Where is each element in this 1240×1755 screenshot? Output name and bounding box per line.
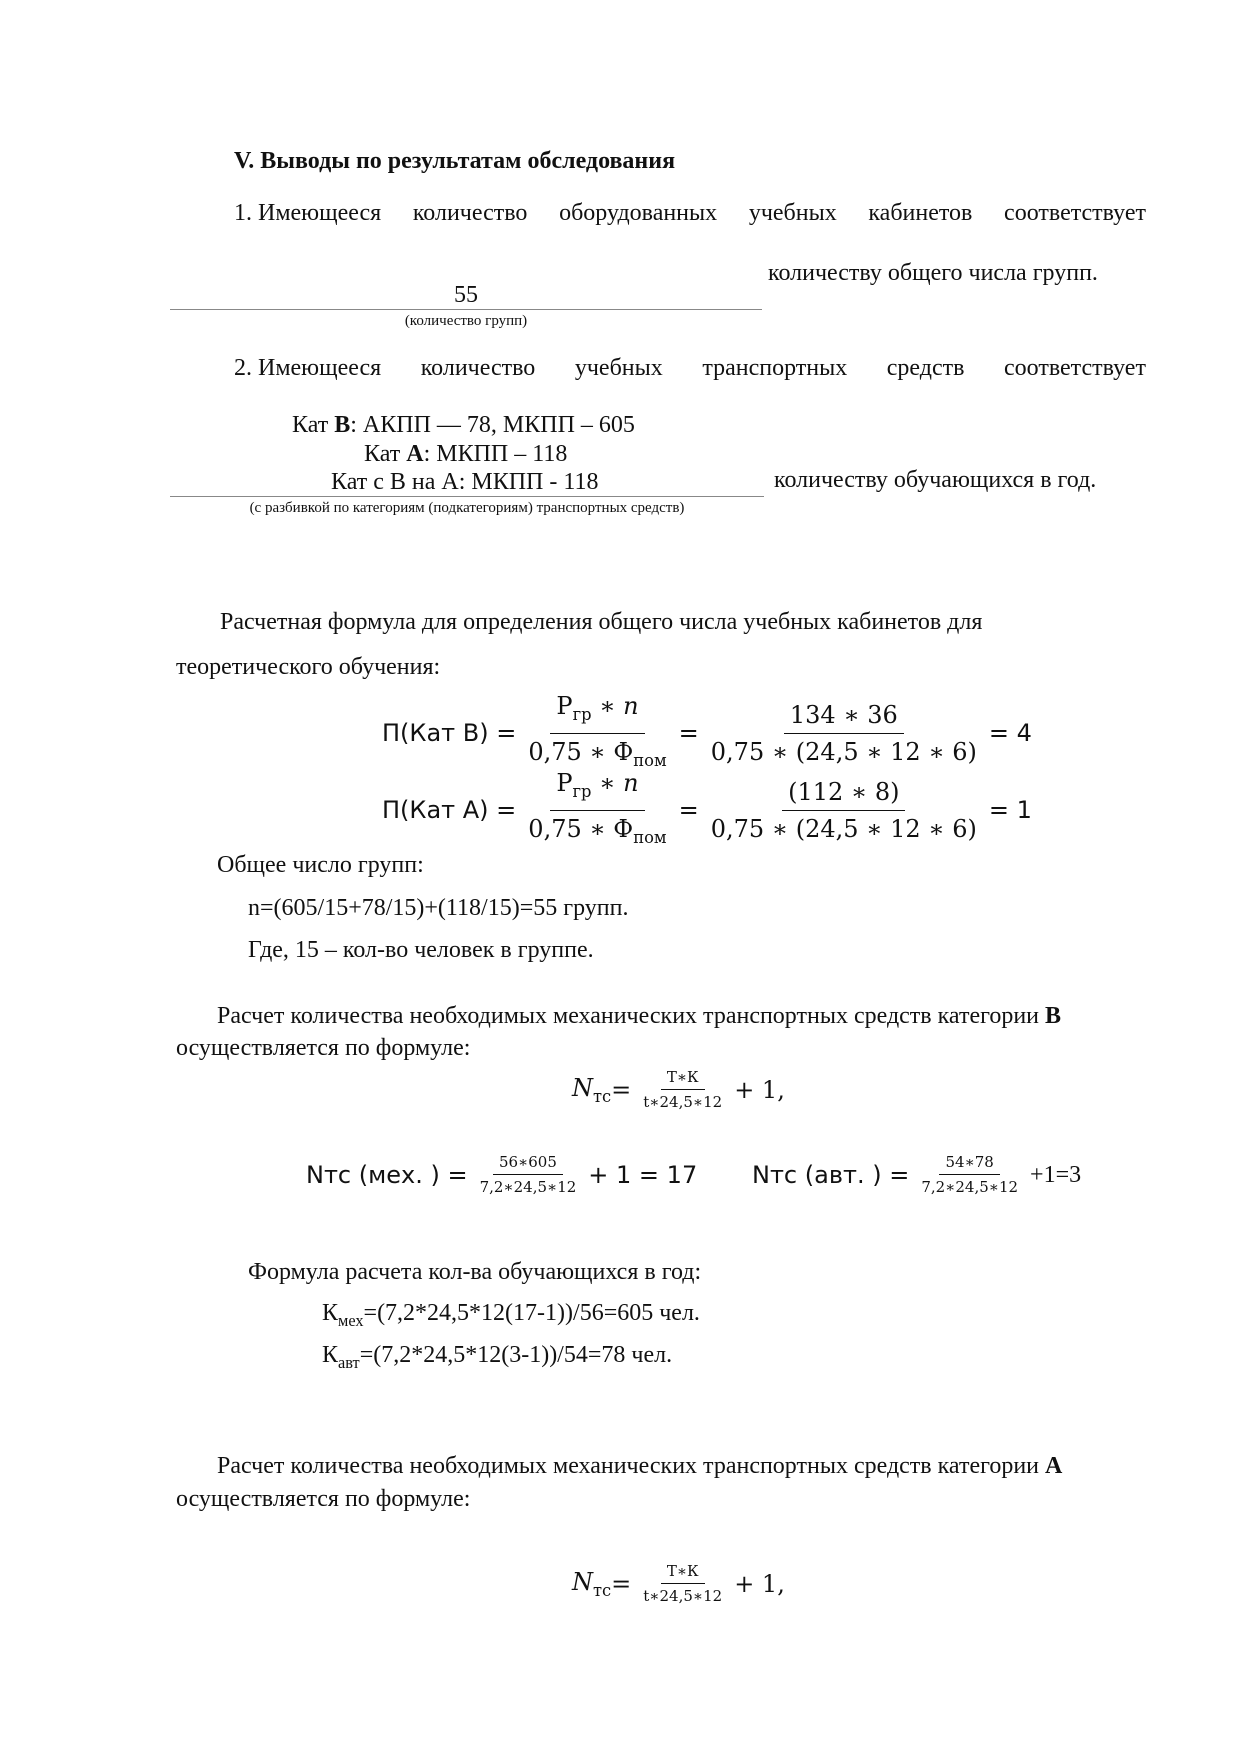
item2-text xyxy=(234,353,1146,383)
calc-b-line1: Расчет количества необходимых механических транспортных средств категории B xyxy=(217,1003,1062,1029)
item2-word: соответствует xyxy=(1004,355,1146,381)
item2-line1: Кат B: АКПП — 78, МКПП – 605 xyxy=(292,412,635,438)
item2-caption: (с разбивкой по категориям (подкатегориям) транспортных средств) xyxy=(249,500,685,516)
item2-tail: количеству обучающихся в год. xyxy=(774,467,1097,493)
formula-a-fraction2: $\frac{(112 ∗ 8)}{0,75 ∗ (24,5 ∗ 12 ∗ 6)}$ xyxy=(710,777,977,843)
item1-caption: (количество групп) xyxy=(404,313,528,329)
item2-word: учебных xyxy=(574,355,663,381)
ntc-a-fraction: $\frac{Т∗К}{t∗24,5∗12}$ xyxy=(643,1562,723,1605)
ntc-formula-b: $N_{тс}$ = $\frac{Т∗К}{t∗24,5∗12}$ + 1, xyxy=(572,1068,785,1111)
item1-underline xyxy=(170,309,762,310)
ntc-mex-fraction: $\frac{56∗605}{7,2∗24,5∗12}$ xyxy=(479,1153,577,1196)
groups-heading: Общее число групп: xyxy=(217,852,424,878)
students-k-mex: $К_{мех}=(7,2*24,5*12(17-1))/56=605$ чел. xyxy=(322,1300,700,1330)
formula-intro-line2: теоретического обучения: xyxy=(176,654,441,680)
item1-word: 1. Имеющееся xyxy=(234,200,382,226)
formula-kat-a: П(Кат А) = $\frac{Р_{гр} ∗ n}{0,75 ∗ Ф_{пом}}$ = $\frac{(112 ∗ 8)}{0,75 ∗ (24,5 ∗ 12 ∗ 6)}$ = 1 xyxy=(382,768,1032,853)
item2-underline xyxy=(170,496,764,497)
ntc-formula-a: $N_{тс}$ = $\frac{Т∗К}{t∗24,5∗12}$ + 1, xyxy=(572,1562,785,1605)
ntc-fraction: $\frac{Т∗К}{t∗24,5∗12}$ xyxy=(643,1068,723,1111)
item2-word: транспортных xyxy=(702,355,848,381)
item1-word: кабинетов xyxy=(868,200,973,226)
students-heading: Формула расчета кол-ва обучающихся в год: xyxy=(248,1259,702,1285)
item1-value: 55 xyxy=(454,282,478,308)
calc-b-line2: осуществляется по формуле: xyxy=(176,1035,471,1061)
formula-b-fraction1: $\frac{Р_{гр} ∗ n}{0,75 ∗ Ф_{пом}}$ xyxy=(528,692,667,770)
ntc-mex-formula: Nтс (мех. ) = $\frac{56∗605}{7,2∗24,5∗12}$ + 1 = 17 xyxy=(306,1153,698,1196)
item2-line2: Кат А: МКПП – 118 xyxy=(364,441,568,467)
item1-text xyxy=(234,198,1146,228)
formula-a-fraction1: $\frac{Р_{гр} ∗ n}{0,75 ∗ Ф_{пом}}$ xyxy=(528,769,667,847)
groups-calc: n=(605/15+78/15)+(118/15)=55 групп. xyxy=(248,895,629,921)
groups-note: Где, 15 – кол-во человек в группе. xyxy=(248,937,594,963)
formula-intro-line1: Расчетная формула для определения общего числа учебных кабинетов для xyxy=(220,609,983,635)
item1-word: учебных xyxy=(748,200,837,226)
item1-word: количество xyxy=(412,200,528,226)
ntc-avt-fraction: $\frac{54∗78}{7,2∗24,5∗12}$ xyxy=(921,1153,1019,1196)
item2-word: 2. Имеющееся xyxy=(234,355,382,381)
item2-line3: Кат с В на А: МКПП - 118 xyxy=(331,469,599,495)
item1-word: оборудованных xyxy=(559,200,718,226)
item1-tail: количеству общего числа групп. xyxy=(768,260,1098,286)
formula-b-fraction2: $\frac{134 ∗ 36}{0,75 ∗ (24,5 ∗ 12 ∗ 6)}$ xyxy=(710,700,977,766)
item2-word: количество xyxy=(420,355,536,381)
ntc-avt-formula: Nтс (авт. ) = $\frac{54∗78}{7,2∗24,5∗12}$ +1=3 xyxy=(752,1153,1082,1196)
calc-a-line2: осуществляется по формуле: xyxy=(176,1486,471,1512)
item1-word: соответствует xyxy=(1004,200,1146,226)
students-k-avt: $К_{авт}=(7,2*24,5*12(3-1))/54=78$ чел. xyxy=(322,1342,673,1372)
formula-kat-b: П(Кат В) = $\frac{Р_{гр} ∗ n}{0,75 ∗ Ф_{пом}}$ = $\frac{134 ∗ 36}{0,75 ∗ (24,5 ∗ 12 ∗ 6)}$ = 4 xyxy=(382,691,1032,776)
item2-word: средств xyxy=(886,355,965,381)
calc-a-line1: Расчет количества необходимых механических транспортных средств категории А xyxy=(217,1453,1063,1479)
section-title: V. Выводы по результатам обследования xyxy=(234,148,676,174)
